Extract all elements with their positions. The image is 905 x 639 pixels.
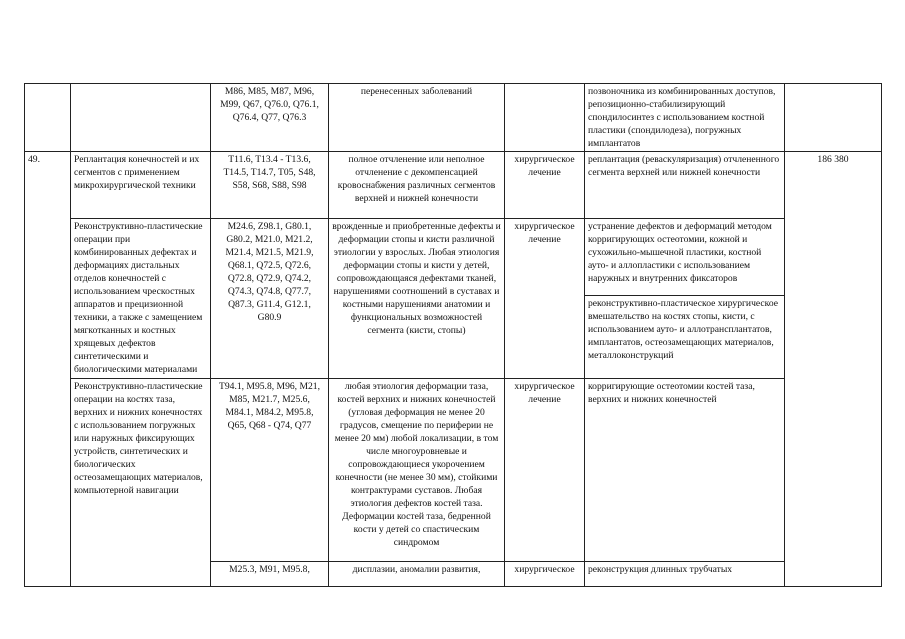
treatment-type: хирургическое лечение — [505, 219, 585, 379]
care-type — [71, 84, 211, 152]
icd-codes: M24.6, Z98.1, G80.1, G80.2, M21.0, M21.2, M21.4, M21.5, M21.9, Q68.1, Q72.5, Q72.6, Q72.8, Q72.9, Q74.2, Q74.3, Q74.8, Q77.7, Q87.3, G11.4, G12.1, G80.9 — [211, 219, 329, 379]
treatment-type: хирургическое лечение — [505, 152, 585, 219]
row-number: 49. — [25, 152, 71, 587]
treatment-method: устранение дефектов и деформаций методом корригирующих остеотомии, кожной и сухожильно-мышечной пластики, костной ауто- и аллопластики с использованием наружных и внутренних фиксаторов — [585, 219, 785, 296]
patient-model: полное отчленение или неполное отчленение с декомпенсацией кровоснабжения различных сегментов верхней и нижней конечности — [329, 152, 505, 219]
table-row — [25, 219, 882, 296]
treatment-type: хирургическое лечение — [505, 379, 585, 562]
cost: 186 380 — [785, 152, 882, 587]
treatment-type — [505, 84, 585, 152]
treatment-method: реплантация (реваскуляризация) отчлененного сегмента верхней или нижней конечности — [585, 152, 785, 219]
icd-codes: M86, M85, M87, M96, M99, Q67, Q76.0, Q76.1, Q76.4, Q77, Q76.3 — [211, 84, 329, 152]
table-row — [25, 84, 882, 152]
treatment-method: корригирующие остеотомии костей таза, верхних и нижних конечностей — [585, 379, 785, 562]
care-type: Реплантация конечностей и их сегментов с применением микрохирургической техники — [71, 152, 211, 219]
treatment-method: реконструктивно-пластическое хирургическое вмешательство на костях стопы, кисти, с использованием ауто- и аллотрансплантатов, имплантатов, остеозамещающих материалов, металлоконструкций — [585, 296, 785, 379]
care-type: Реконструктивно-пластические операции на костях таза, верхних и нижних конечностях с использованием погружных или наружных фиксирующих устройств, синтетических и биологических остеозамещающих материалов, компьютерной навигации — [71, 379, 211, 587]
icd-codes: M25.3, M91, M95.8, — [211, 562, 329, 587]
care-type: Реконструктивно-пластические операции при комбинированных дефектах и деформациях дистальных отделов конечностей с использованием чрескостных аппаратов и прецизионной техники, а также с замещением мягкотканных и костных хрящевых дефектов синтетическими и биологическими материалами — [71, 219, 211, 379]
patient-model: любая этиология деформации таза, костей верхних и нижних конечностей (угловая деформация не менее 20 градусов, смещение по периферии не менее 20 мм) любой локализации, в том числе многоуровневые и сопровождающиеся укорочением конечности (не менее 30 мм), стойкими контрактурами суставов. Любая этиология дефектов костей таза. Деформации костей таза, бедренной кости у детей со спастическим синдромом — [329, 379, 505, 562]
treatment-method: реконструкция длинных трубчатых — [585, 562, 785, 587]
table-row — [25, 152, 882, 219]
treatment-method: позвоночника из комбинированных доступов, репозиционно-стабилизирующий спондилосинтез с использованием костной пластики (спондилодеза), погружных имплантатов — [585, 84, 785, 152]
care-table — [24, 83, 882, 587]
patient-model: врожденные и приобретенные дефекты и деформации стопы и кисти различной этиологии у взрослых. Любая этиология деформации стопы и кисти у детей, сопровождающаяся дефектами тканей, нарушениями соотношений в суставах и костными нарушениями анатомии и функциональных возможностей сегмента (кисти, стопы) — [329, 219, 505, 379]
icd-codes: T94.1, M95.8, M96, M21, M85, M21.7, M25.6, M84.1, M84.2, M95.8, Q65, Q68 - Q74, Q77 — [211, 379, 329, 562]
cost — [785, 84, 882, 152]
patient-model: дисплазии, аномалии развития, — [329, 562, 505, 587]
patient-model: перенесенных заболеваний — [329, 84, 505, 152]
table-row — [25, 379, 882, 562]
icd-codes: T11.6, T13.4 - T13.6, T14.5, T14.7, T05, S48, S58, S68, S88, S98 — [211, 152, 329, 219]
treatment-type: хирургическое — [505, 562, 585, 587]
row-number — [25, 84, 71, 152]
